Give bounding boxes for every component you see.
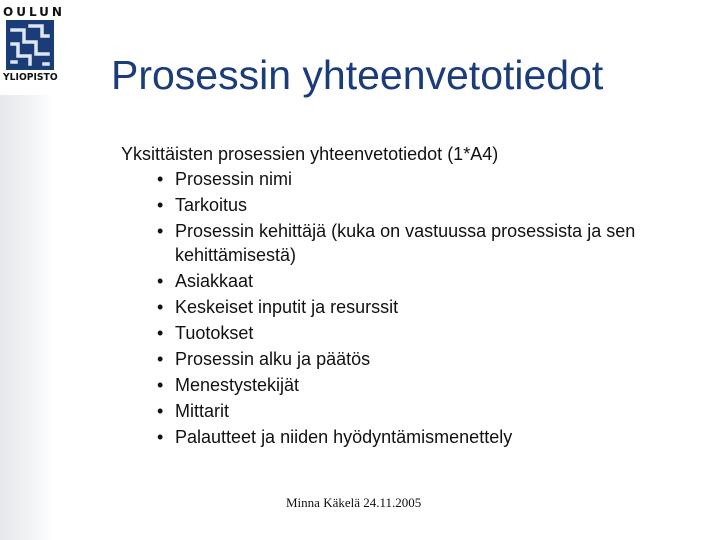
- bullet-dot: •: [157, 427, 164, 447]
- bullet-item: [121, 219, 681, 267]
- bullet-text: Tarkoitus: [175, 195, 248, 215]
- bullet-text: Mittarit: [175, 401, 229, 421]
- bullet-text: Keskeiset inputit ja resurssit: [175, 297, 399, 317]
- bullet-item: [121, 425, 681, 449]
- bullet-item: [121, 269, 681, 293]
- university-logo: [3, 5, 65, 89]
- bullet-text: Menestystekijät: [175, 375, 300, 395]
- logo-top-text: OULUN: [3, 5, 65, 19]
- bullet-dot: •: [157, 221, 164, 241]
- university-logo-icon: [6, 20, 54, 70]
- bullet-list: [121, 167, 681, 449]
- bullet-text: Asiakkaat: [175, 271, 254, 291]
- slide-title: Prosessin yhteenvetotiedot: [111, 52, 604, 98]
- footer-author-date: Minna Käkelä 24.11.2005: [286, 495, 422, 510]
- bullet-item: [121, 167, 681, 191]
- bullet-dot: •: [157, 271, 164, 291]
- bullet-item: [121, 347, 681, 371]
- side-gradient-strip: [0, 95, 55, 540]
- bullet-dot: •: [157, 169, 164, 189]
- bullet-dot: •: [157, 349, 164, 369]
- bullet-dot: •: [157, 195, 164, 215]
- bullet-dot: •: [157, 323, 164, 343]
- bullet-dot: •: [157, 297, 164, 317]
- bullet-dot: •: [157, 375, 164, 395]
- bullet-text: Prosessin alku ja päätös: [175, 349, 371, 369]
- slide-body: [121, 141, 681, 451]
- intro-text: Yksittäisten prosessien yhteenvetotiedot (1*A4): [121, 144, 499, 164]
- bullet-text: Tuotokset: [175, 323, 254, 343]
- bullet-item: [121, 373, 681, 397]
- bullet-item: [121, 321, 681, 345]
- bullet-dot: •: [157, 401, 164, 421]
- bullet-item: [121, 399, 681, 423]
- bullet-item: [121, 295, 681, 319]
- bullet-text: Palautteet ja niiden hyödyntämismenettely: [175, 427, 513, 447]
- bullet-text: Prosessin kehittäjä (kuka on vastuussa prosessista ja sen kehittämisestä): [175, 221, 636, 265]
- bullet-text: Prosessin nimi: [175, 169, 293, 189]
- bullet-item: [121, 193, 681, 217]
- logo-bottom-text: YLIOPISTO: [3, 72, 58, 83]
